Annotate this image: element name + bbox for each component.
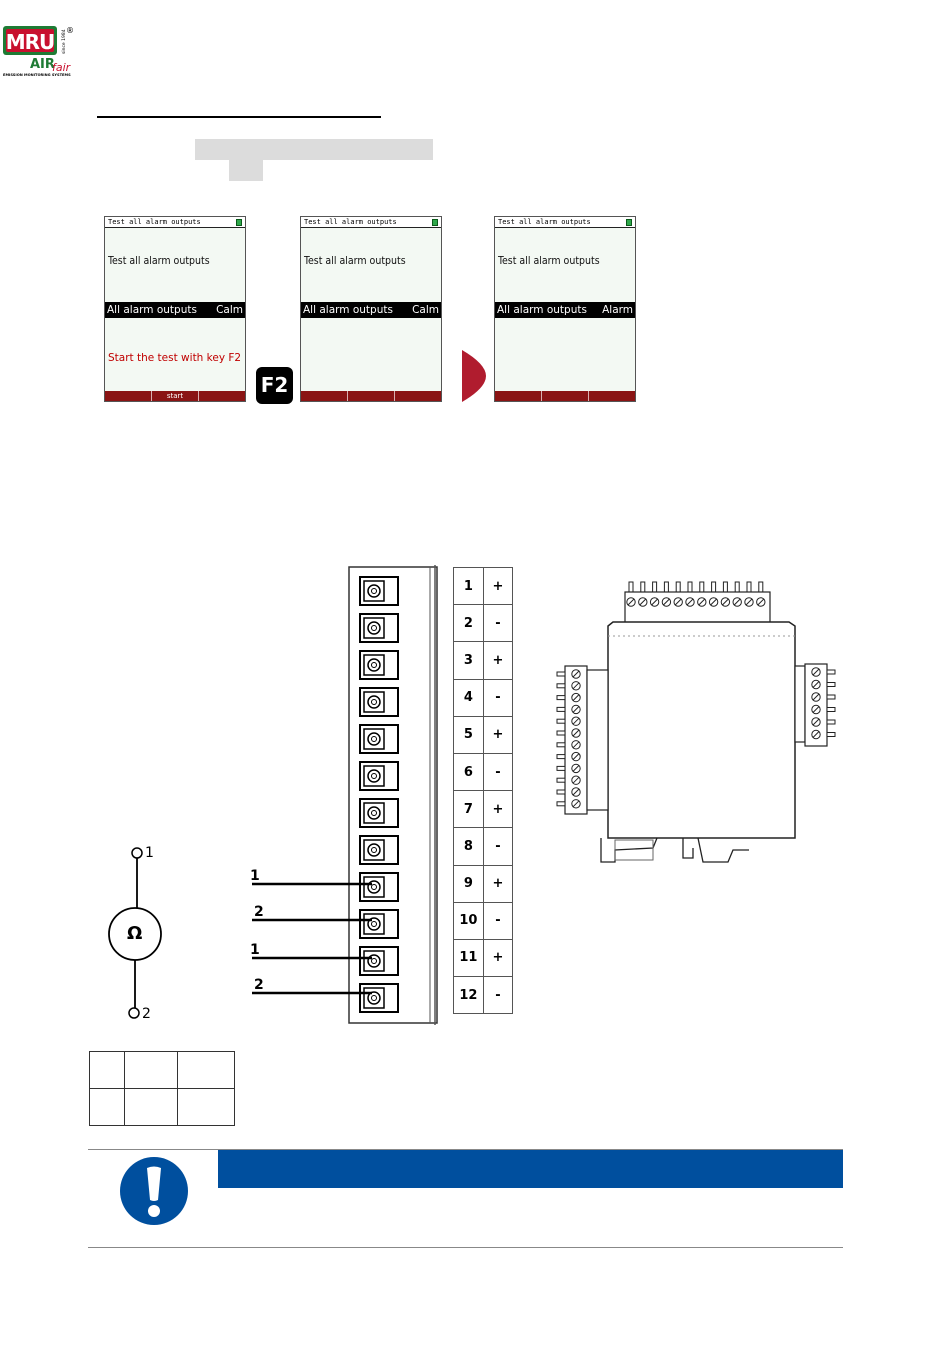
alarm-status-bar bbox=[301, 302, 441, 318]
terminal-number: 10 bbox=[454, 902, 484, 939]
softkey-1[interactable] bbox=[495, 391, 541, 401]
terminal-row bbox=[454, 828, 513, 865]
screw-terminal bbox=[360, 799, 398, 827]
terminal-row bbox=[454, 716, 513, 753]
terminal-polarity: + bbox=[483, 716, 512, 753]
terminal-polarity: - bbox=[483, 753, 512, 790]
terminal-number: 12 bbox=[454, 977, 484, 1014]
softkey-2[interactable] bbox=[541, 391, 588, 401]
terminal-polarity: + bbox=[483, 791, 512, 828]
table-cell bbox=[178, 1052, 235, 1089]
device-screen-3 bbox=[494, 216, 636, 402]
softkey-3[interactable] bbox=[588, 391, 635, 401]
note-header-bar bbox=[218, 1150, 843, 1188]
arrow-right-icon bbox=[462, 350, 486, 402]
wire-label-2a: 2 bbox=[254, 904, 264, 920]
mru-logo bbox=[2, 24, 80, 82]
terminal-number: 6 bbox=[454, 753, 484, 790]
softkey-3[interactable] bbox=[198, 391, 245, 401]
screen-hint: Start the test with key F2 bbox=[108, 352, 242, 364]
logo-registered: ® bbox=[66, 26, 74, 35]
wire-label-1a: 1 bbox=[250, 868, 260, 884]
terminal-number: 2 bbox=[454, 605, 484, 642]
bar-value: Calm bbox=[216, 304, 243, 316]
heading-underline bbox=[97, 116, 381, 118]
wire-label-1b: 1 bbox=[250, 942, 260, 958]
exclamation-circle-icon bbox=[119, 1156, 189, 1226]
terminal-polarity: + bbox=[483, 568, 512, 605]
device-screen-1 bbox=[104, 216, 246, 402]
screw-terminal bbox=[360, 725, 398, 753]
f2-key: F2 bbox=[256, 367, 293, 404]
bar-value: Calm bbox=[412, 304, 439, 316]
wiring-lines bbox=[250, 868, 380, 1000]
terminal-polarity: + bbox=[483, 642, 512, 679]
node-label-top: 1 bbox=[145, 845, 154, 861]
terminal-row bbox=[454, 939, 513, 976]
battery-icon bbox=[626, 219, 632, 226]
terminal-polarity: - bbox=[483, 605, 512, 642]
terminal-polarity: - bbox=[483, 828, 512, 865]
terminal-number: 7 bbox=[454, 791, 484, 828]
screen-header: Test all alarm outputs bbox=[495, 217, 635, 228]
screw-terminal bbox=[360, 614, 398, 642]
terminal-polarity: - bbox=[483, 679, 512, 716]
terminal-number: 5 bbox=[454, 716, 484, 753]
battery-icon bbox=[236, 219, 242, 226]
table-row bbox=[90, 1052, 235, 1089]
bar-value: Alarm bbox=[602, 304, 633, 316]
resistor-omega: Ω bbox=[127, 923, 143, 944]
module-drawing bbox=[553, 580, 843, 870]
terminal-row bbox=[454, 865, 513, 902]
softkey-bar bbox=[105, 391, 245, 401]
logo-sub: AIR bbox=[30, 57, 55, 72]
screen-line: Test all alarm outputs bbox=[498, 255, 600, 267]
terminal-row bbox=[454, 753, 513, 790]
terminal-number: 11 bbox=[454, 939, 484, 976]
softkey-3[interactable] bbox=[394, 391, 441, 401]
table-cell bbox=[125, 1052, 178, 1089]
terminal-row bbox=[454, 977, 513, 1014]
screw-terminal bbox=[360, 762, 398, 790]
screw-terminal bbox=[360, 836, 398, 864]
terminal-row bbox=[454, 679, 513, 716]
softkey-bar bbox=[301, 391, 441, 401]
screw-terminal bbox=[360, 688, 398, 716]
grey-heading-tab bbox=[229, 160, 263, 181]
terminal-polarity: + bbox=[483, 865, 512, 902]
screw-terminal bbox=[360, 577, 398, 605]
terminal-polarity: - bbox=[483, 902, 512, 939]
screen-line: Test all alarm outputs bbox=[304, 255, 406, 267]
bar-label: All alarm outputs bbox=[497, 304, 587, 316]
terminal-polarity: - bbox=[483, 977, 512, 1014]
logo-brand: MRU bbox=[5, 30, 55, 54]
alarm-status-bar bbox=[105, 302, 245, 318]
node-label-bottom: 2 bbox=[142, 1006, 151, 1022]
terminal-polarity: + bbox=[483, 939, 512, 976]
table-cell bbox=[90, 1052, 125, 1089]
empty-table bbox=[89, 1051, 235, 1126]
terminal-row bbox=[454, 568, 513, 605]
battery-icon bbox=[432, 219, 438, 226]
note-bottom-rule bbox=[88, 1247, 843, 1248]
terminal-table bbox=[453, 567, 513, 1014]
terminal-number: 1 bbox=[454, 568, 484, 605]
table-cell bbox=[178, 1089, 235, 1126]
grey-heading-block bbox=[195, 139, 433, 160]
terminal-row bbox=[454, 605, 513, 642]
screen-line: Test all alarm outputs bbox=[108, 255, 210, 267]
wire-label-2b: 2 bbox=[254, 977, 264, 993]
softkey-1[interactable] bbox=[301, 391, 347, 401]
screen-header: Test all alarm outputs bbox=[301, 217, 441, 228]
terminal-row bbox=[454, 791, 513, 828]
table-cell bbox=[90, 1089, 125, 1126]
table-cell bbox=[125, 1089, 178, 1126]
bar-label: All alarm outputs bbox=[303, 304, 393, 316]
softkey-2[interactable] bbox=[347, 391, 394, 401]
screw-terminal bbox=[360, 651, 398, 679]
logo-script: fair bbox=[52, 61, 71, 74]
terminal-row bbox=[454, 642, 513, 679]
softkey-bar bbox=[495, 391, 635, 401]
terminal-number: 4 bbox=[454, 679, 484, 716]
softkey-start[interactable]: start bbox=[151, 391, 198, 401]
terminal-number: 9 bbox=[454, 865, 484, 902]
alarm-status-bar bbox=[495, 302, 635, 318]
table-row bbox=[90, 1089, 235, 1126]
terminal-number: 8 bbox=[454, 828, 484, 865]
logo-since: since 1984 bbox=[62, 29, 67, 54]
terminal-row bbox=[454, 902, 513, 939]
terminal-number: 3 bbox=[454, 642, 484, 679]
softkey-1[interactable] bbox=[105, 391, 151, 401]
logo-tagline: EMISSION MONITORING SYSTEMS bbox=[3, 73, 71, 77]
device-screen-2 bbox=[300, 216, 442, 402]
bar-label: All alarm outputs bbox=[107, 304, 197, 316]
screen-header: Test all alarm outputs bbox=[105, 217, 245, 228]
